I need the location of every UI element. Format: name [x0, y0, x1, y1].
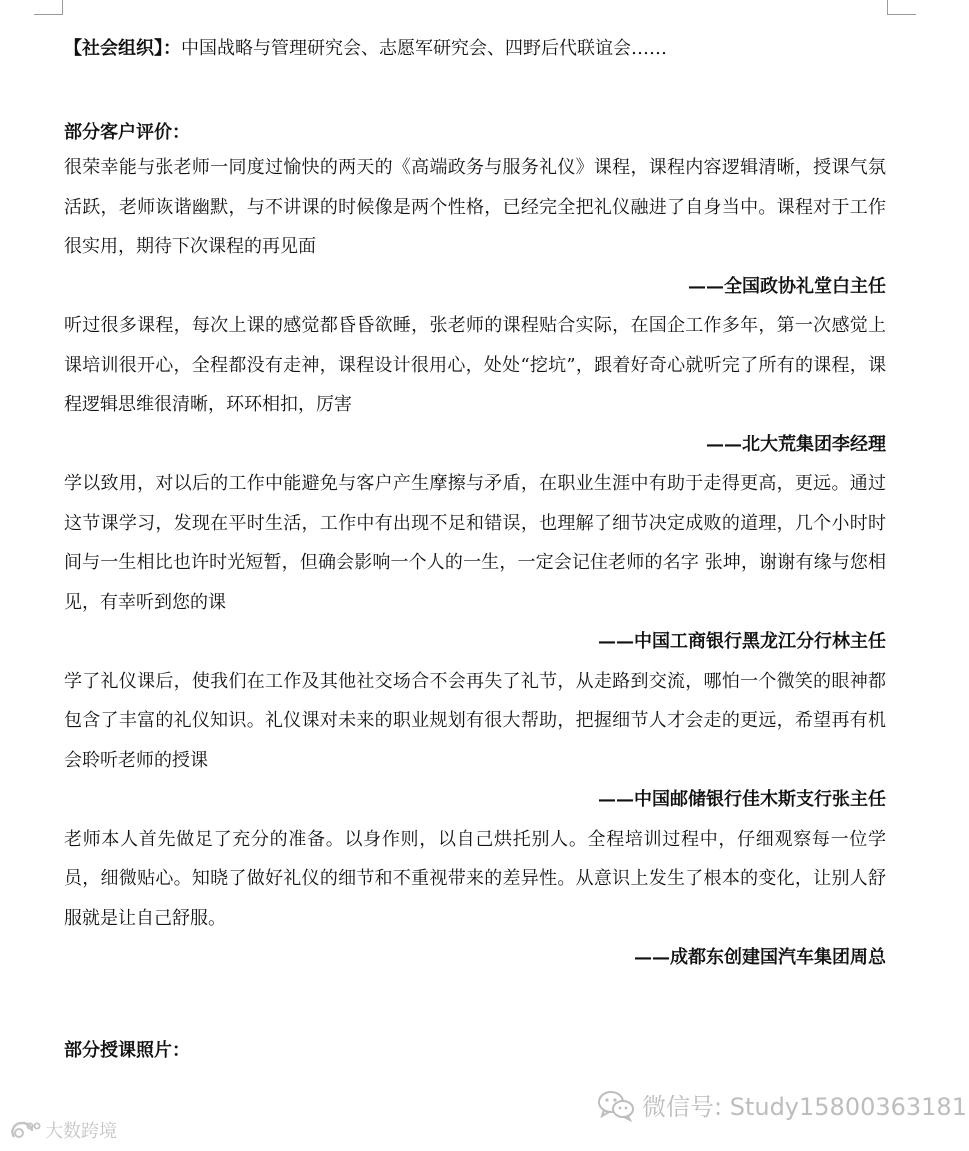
- review-item: [64, 306, 886, 464]
- review-item: [64, 464, 886, 662]
- brand-logo-icon: [8, 1117, 42, 1143]
- review-signature: ——全国政协礼堂白主任: [688, 275, 886, 297]
- document-body: [64, 34, 886, 1066]
- organizations-separator: ：: [163, 38, 181, 59]
- photos-heading: 部分授课照片：: [64, 1039, 190, 1061]
- review-item: [64, 148, 886, 306]
- wechat-id-text: 微信号: Study15800363181: [642, 1093, 967, 1121]
- review-text: 老师本人首先做足了充分的准备。以身作则，以自己烘托别人。全程培训过程中，仔细观察每一位学员，细微贴心。知晓了做好礼仪的细节和不重视带来的差异性。从意识上发生了根本的变化，让别人舒服就是让自己舒服。: [64, 828, 886, 929]
- organizations-line: [64, 34, 886, 64]
- review-text: 很荣幸能与张老师一同度过愉快的两天的《高端政务与服务礼仪》课程，课程内容逻辑清晰，授课气氛活跃，老师诙谐幽默，与不讲课的时候像是两个性格，已经完全把礼仪融进了自身当中。课程对于工作很实用，期待下次课程的再见面: [64, 157, 886, 257]
- crop-mark-top-left: [34, 0, 63, 15]
- review-signature: ——北大荒集团李经理: [706, 433, 886, 455]
- organizations-list: 中国战略与管理研究会、志愿军研究会、四野后代联谊会……: [181, 38, 667, 59]
- brand-watermark: [8, 1117, 117, 1143]
- review-item: [64, 662, 886, 820]
- review-text: 学以致用，对以后的工作中能避免与客户产生摩擦与矛盾，在职业生涯中有助于走得更高，更远。通过这节课学习，发现在平时生活，工作中有出现不足和错误，也理解了细节决定成败的道理，几个小时时间与一生相比也许时光短暂，但确会影响一个人的一生，一定会记住老师的名字 张坤，谢谢有缘与您相见，有幸听到您的课: [64, 473, 886, 613]
- review-signature: ——中国邮储银行佳木斯支行张主任: [598, 789, 886, 810]
- wechat-icon: [596, 1088, 636, 1122]
- organizations-label: 【社会组织】: [64, 38, 163, 59]
- brand-text: 大数跨境: [45, 1121, 117, 1142]
- review-text: 学了礼仪课后，使我们在工作及其他社交场合不会再失了礼节，从走路到交流，哪怕一个微笑的眼神都包含了丰富的礼仪知识。礼仪课对未来的职业规划有很大帮助，把握细节人才会走的更远，希望再有机会聆听老师的授课: [64, 670, 886, 771]
- review-text: 听过很多课程，每次上课的感觉都昏昏欲睡，张老师的课程贴合实际，在国企工作多年，第一次感觉上课培训很开心，全程都没有走神，课程设计很用心，处处“挖坑”，跟着好奇心就听完了所有的课程，课程逻辑思维很清晰，环环相扣，厉害: [64, 315, 886, 415]
- review-item: [64, 820, 886, 978]
- crop-mark-top-right: [887, 0, 916, 15]
- reviews-heading: 部分客户评价：: [64, 122, 190, 143]
- review-signature: ——中国工商银行黑龙江分行林主任: [598, 631, 886, 652]
- review-signature: ——成都东创建国汽车集团周总: [634, 947, 886, 968]
- wechat-watermark: [596, 1087, 967, 1122]
